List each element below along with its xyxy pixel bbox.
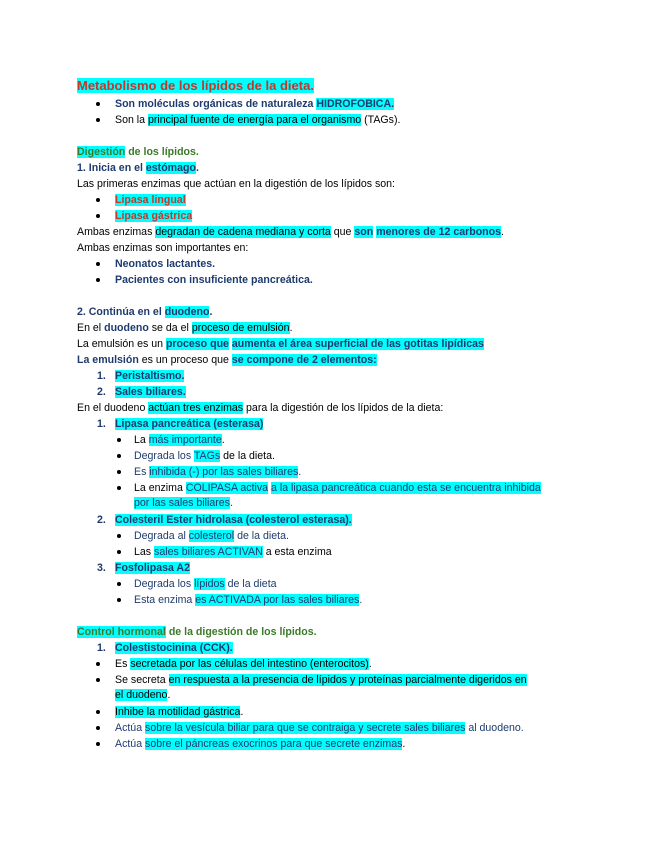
enzyme-2-item-a: Degrada al colesterol de la dieta. bbox=[134, 529, 289, 543]
emulsion-text-2: La emulsión es un proceso que se compone de 2 elementos: bbox=[77, 354, 377, 366]
enzyme-1-item-c: Es inhibida (-) por las sales biliares. bbox=[134, 465, 301, 479]
bullet-dot bbox=[96, 742, 100, 746]
enzyme-3-number: 3. bbox=[97, 562, 106, 574]
element-1-number: 1. bbox=[97, 370, 106, 382]
bullet-dot bbox=[96, 726, 100, 730]
bullet-dot bbox=[96, 102, 100, 106]
hormone-1-title: Colestistocinina (CCK). bbox=[115, 642, 233, 654]
enzyme-3-item-a: Degrada los lípidos de la dieta bbox=[134, 577, 277, 591]
bullet-dot bbox=[117, 550, 121, 554]
enzyme-1-item-d-cont: por las sales biliares. bbox=[134, 497, 233, 509]
cck-item-1: Es secretada por las células del intestino (enterocitos). bbox=[115, 657, 372, 671]
enzyme-3-item-b: Esta enzima es ACTIVADA por las sales biliares. bbox=[134, 593, 362, 607]
bullet-dot bbox=[117, 438, 121, 442]
enzyme-1-item-d: La enzima COLIPASA activa a la lipasa pancreática cuando esta se encuentra inhibida bbox=[134, 481, 541, 495]
three-enzymes-text: En el duodeno actúan tres enzimas para la digestión de los lípidos de la dieta: bbox=[77, 402, 444, 414]
cck-item-5: Actúa sobre el páncreas exocrinos para que secrete enzimas. bbox=[115, 737, 405, 751]
bullet-dot bbox=[96, 198, 100, 202]
enzyme-lipasa-lingual: Lipasa lingual bbox=[115, 193, 186, 207]
intro-bullet-1: Son moléculas orgánicas de naturaleza HIDROFOBICA. bbox=[115, 97, 394, 111]
cck-item-3: Inhibe la motilidad gástrica. bbox=[115, 705, 243, 719]
bullet-dot bbox=[96, 710, 100, 714]
bullet-dot bbox=[96, 662, 100, 666]
enzyme-lipasa-gastrica: Lipasa gástrica bbox=[115, 209, 192, 223]
enzyme-1-item-a: La más importante. bbox=[134, 433, 225, 447]
element-2-number: 2. bbox=[97, 386, 106, 398]
enzyme-1-number: 1. bbox=[97, 418, 106, 430]
intro-bullet-2: Son la principal fuente de energía para el organismo (TAGs). bbox=[115, 113, 400, 127]
emulsion-text-1: La emulsión es un proceso que aumenta el área superficial de las gotitas lipídicas bbox=[77, 338, 484, 350]
important-item-1: Neonatos lactantes. bbox=[115, 257, 215, 271]
digestion-step-1: 1. Inicia en el estómago. bbox=[77, 162, 199, 174]
important-text: Ambas enzimas son importantes en: bbox=[77, 242, 249, 254]
hormone-1-number: 1. bbox=[97, 642, 106, 654]
enzyme-2-item-b: Las sales biliares ACTIVAN a esta enzima bbox=[134, 545, 332, 559]
page-title bbox=[77, 79, 314, 93]
bullet-dot bbox=[96, 262, 100, 266]
bullet-dot bbox=[96, 678, 100, 682]
digestion-step-2: 2. Continúa en el duodeno. bbox=[77, 306, 213, 318]
cck-item-4: Actúa sobre la vesícula biliar para que se contraiga y secrete sales biliares al duodeno. bbox=[115, 721, 524, 735]
bullet-dot bbox=[117, 486, 121, 490]
first-enzymes-text: Las primeras enzimas que actúan en la digestión de los lípidos son: bbox=[77, 178, 395, 190]
important-item-2: Pacientes con insuficiente pancreática. bbox=[115, 273, 313, 287]
bullet-dot bbox=[96, 118, 100, 122]
element-2: Sales biliares. bbox=[115, 386, 186, 398]
bullet-dot bbox=[117, 582, 121, 586]
cck-item-2-cont: el duodeno. bbox=[115, 689, 171, 701]
bullet-dot bbox=[117, 454, 121, 458]
both-enzymes-text: Ambas enzimas degradan de cadena mediana y corta que son menores de 12 carbonos. bbox=[77, 226, 504, 238]
enzyme-2-number: 2. bbox=[97, 514, 106, 526]
bullet-dot bbox=[117, 470, 121, 474]
bullet-dot bbox=[117, 534, 121, 538]
page-title-text: Metabolismo de los lípidos de la dieta. bbox=[77, 78, 314, 93]
bullet-dot bbox=[117, 598, 121, 602]
bullet-dot bbox=[96, 278, 100, 282]
enzyme-3-title: Fosfolipasa A2 bbox=[115, 562, 190, 574]
enzyme-1-item-b: Degrada los TAGs de la dieta. bbox=[134, 449, 275, 463]
enzyme-1-title: Lipasa pancreática (esterasa) bbox=[115, 418, 264, 430]
control-heading: Control hormonal de la digestión de los lípidos. bbox=[77, 626, 317, 638]
cck-item-2: Se secreta en respuesta a la presencia de lípidos y proteínas parcialmente digeridos en bbox=[115, 673, 527, 687]
bullet-dot bbox=[96, 214, 100, 218]
digestion-heading: Digestión de los lípidos. bbox=[77, 146, 199, 158]
element-1: Peristaltismo. bbox=[115, 370, 185, 382]
duodeno-text: En el duodeno se da el proceso de emulsión. bbox=[77, 322, 293, 334]
enzyme-2-title: Colesteril Ester hidrolasa (colesterol esterasa). bbox=[115, 514, 352, 526]
